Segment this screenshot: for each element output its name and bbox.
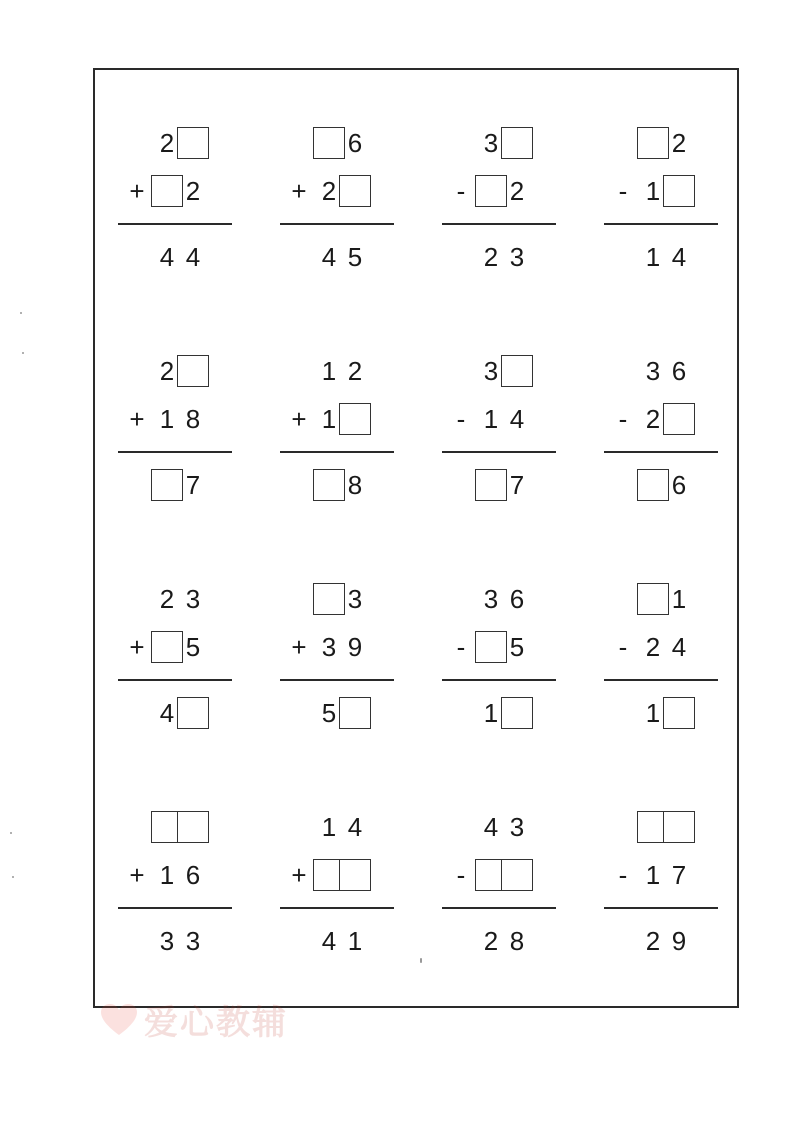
digit: 3 <box>159 926 175 956</box>
bottom-operand <box>280 634 400 660</box>
problem-13 <box>118 810 258 970</box>
sum-rule <box>280 223 394 225</box>
answer-box[interactable] <box>637 583 669 615</box>
bottom-operand <box>118 634 238 660</box>
answer-box[interactable] <box>177 811 209 843</box>
digit: 7 <box>185 470 201 500</box>
answer-box[interactable] <box>637 469 669 501</box>
scan-speck <box>10 832 12 834</box>
digit: 2 <box>483 926 499 956</box>
result <box>118 472 238 498</box>
bottom-operand <box>118 862 238 888</box>
result <box>280 700 400 726</box>
digit: 1 <box>159 404 175 434</box>
answer-box[interactable] <box>501 697 533 729</box>
bottom-operand <box>604 634 724 660</box>
top-operand <box>118 586 238 612</box>
minus-sign: - <box>456 176 466 206</box>
result <box>604 244 724 270</box>
plus-sign: + <box>291 176 307 206</box>
digit: 3 <box>483 128 499 158</box>
answer-box[interactable] <box>151 469 183 501</box>
bottom-operand <box>118 406 238 432</box>
digit: 1 <box>321 812 337 842</box>
top-operand <box>442 814 562 840</box>
scan-speck <box>22 352 24 354</box>
sum-rule <box>118 451 232 453</box>
answer-box[interactable] <box>501 859 533 891</box>
answer-box[interactable] <box>475 469 507 501</box>
problem-1 <box>118 126 258 286</box>
result <box>604 472 724 498</box>
top-operand <box>280 358 400 384</box>
sum-rule <box>442 223 556 225</box>
top-operand <box>118 814 238 840</box>
digit: 5 <box>347 242 363 272</box>
digit: 3 <box>645 356 661 386</box>
digit: 2 <box>671 128 687 158</box>
result <box>280 472 400 498</box>
plus-sign: + <box>291 860 307 890</box>
result <box>442 472 562 498</box>
digit: 4 <box>159 698 175 728</box>
answer-box[interactable] <box>177 127 209 159</box>
answer-box[interactable] <box>177 697 209 729</box>
sum-rule <box>280 451 394 453</box>
digit: 5 <box>185 632 201 662</box>
top-operand <box>280 586 400 612</box>
digit: 4 <box>159 242 175 272</box>
plus-sign: + <box>129 404 145 434</box>
result <box>118 244 238 270</box>
plus-sign: + <box>129 632 145 662</box>
answer-box[interactable] <box>339 859 371 891</box>
digit: 9 <box>671 926 687 956</box>
top-operand <box>604 814 724 840</box>
result <box>604 928 724 954</box>
answer-box[interactable] <box>475 175 507 207</box>
digit: 1 <box>321 356 337 386</box>
answer-box[interactable] <box>177 355 209 387</box>
result <box>280 928 400 954</box>
digit: 3 <box>347 584 363 614</box>
problem-4 <box>604 126 744 286</box>
digit: 3 <box>321 632 337 662</box>
minus-sign: - <box>456 860 466 890</box>
minus-sign: - <box>456 404 466 434</box>
digit: 1 <box>347 926 363 956</box>
sum-rule <box>280 679 394 681</box>
top-operand <box>280 814 400 840</box>
bottom-operand <box>442 406 562 432</box>
scan-speck <box>420 958 422 963</box>
digit: 6 <box>671 470 687 500</box>
top-operand <box>442 586 562 612</box>
plus-sign: + <box>291 404 307 434</box>
bottom-operand <box>280 862 400 888</box>
answer-box[interactable] <box>663 175 695 207</box>
digit: 6 <box>185 860 201 890</box>
digit: 1 <box>321 404 337 434</box>
answer-box[interactable] <box>151 175 183 207</box>
problem-15 <box>442 810 582 970</box>
answer-box[interactable] <box>339 175 371 207</box>
answer-box[interactable] <box>151 631 183 663</box>
digit: 3 <box>483 584 499 614</box>
watermark-text: 爱心教辅 <box>144 1003 288 1043</box>
bottom-operand <box>604 406 724 432</box>
digit: 9 <box>347 632 363 662</box>
top-operand <box>280 130 400 156</box>
top-operand <box>604 586 724 612</box>
minus-sign: - <box>618 860 628 890</box>
sum-rule <box>604 223 718 225</box>
digit: 4 <box>509 404 525 434</box>
bottom-operand <box>442 634 562 660</box>
scan-speck <box>20 312 22 314</box>
top-operand <box>118 130 238 156</box>
sum-rule <box>442 451 556 453</box>
digit: 1 <box>645 860 661 890</box>
result <box>442 700 562 726</box>
problem-6 <box>280 354 420 514</box>
digit: 1 <box>483 698 499 728</box>
sum-rule <box>118 907 232 909</box>
answer-box[interactable] <box>313 469 345 501</box>
problem-3 <box>442 126 582 286</box>
digit: 2 <box>185 176 201 206</box>
digit: 2 <box>159 356 175 386</box>
top-operand <box>604 130 724 156</box>
digit: 6 <box>509 584 525 614</box>
minus-sign: - <box>456 632 466 662</box>
sum-rule <box>442 679 556 681</box>
digit: 3 <box>185 926 201 956</box>
digit: 3 <box>483 356 499 386</box>
top-operand <box>442 358 562 384</box>
top-operand <box>442 130 562 156</box>
problem-11 <box>442 582 582 742</box>
sum-rule <box>118 223 232 225</box>
digit: 6 <box>671 356 687 386</box>
problem-5 <box>118 354 258 514</box>
problem-10 <box>280 582 420 742</box>
bottom-operand <box>280 406 400 432</box>
scan-speck <box>12 876 14 878</box>
digit: 5 <box>321 698 337 728</box>
answer-box[interactable] <box>663 811 695 843</box>
top-operand <box>604 358 724 384</box>
answer-box[interactable] <box>663 403 695 435</box>
digit: 1 <box>645 242 661 272</box>
result <box>118 700 238 726</box>
bottom-operand <box>442 862 562 888</box>
bottom-operand <box>604 178 724 204</box>
digit: 3 <box>509 812 525 842</box>
digit: 5 <box>509 632 525 662</box>
result <box>442 244 562 270</box>
bottom-operand <box>442 178 562 204</box>
digit: 2 <box>159 584 175 614</box>
digit: 2 <box>645 926 661 956</box>
sum-rule <box>604 679 718 681</box>
digit: 7 <box>509 470 525 500</box>
digit: 8 <box>347 470 363 500</box>
digit: 1 <box>483 404 499 434</box>
answer-box[interactable] <box>663 697 695 729</box>
minus-sign: - <box>618 176 628 206</box>
plus-sign: + <box>291 632 307 662</box>
heart-icon <box>100 1003 138 1037</box>
answer-box[interactable] <box>339 697 371 729</box>
problem-14 <box>280 810 420 970</box>
sum-rule <box>442 907 556 909</box>
digit: 2 <box>645 404 661 434</box>
bottom-operand <box>280 178 400 204</box>
digit: 4 <box>321 926 337 956</box>
answer-box[interactable] <box>501 355 533 387</box>
result <box>442 928 562 954</box>
answer-box[interactable] <box>637 127 669 159</box>
result <box>118 928 238 954</box>
digit: 1 <box>645 176 661 206</box>
minus-sign: - <box>618 632 628 662</box>
problem-8 <box>604 354 744 514</box>
problem-9 <box>118 582 258 742</box>
sum-rule <box>604 907 718 909</box>
digit: 4 <box>185 242 201 272</box>
result <box>280 244 400 270</box>
sum-rule <box>604 451 718 453</box>
problem-12 <box>604 582 744 742</box>
result <box>604 700 724 726</box>
digit: 4 <box>347 812 363 842</box>
answer-box[interactable] <box>475 631 507 663</box>
plus-sign: + <box>129 176 145 206</box>
bottom-operand <box>604 862 724 888</box>
digit: 2 <box>321 176 337 206</box>
digit: 4 <box>483 812 499 842</box>
answer-box[interactable] <box>313 127 345 159</box>
bottom-operand <box>118 178 238 204</box>
digit: 4 <box>321 242 337 272</box>
sum-rule <box>280 907 394 909</box>
problem-2 <box>280 126 420 286</box>
digit: 4 <box>671 632 687 662</box>
digit: 3 <box>509 242 525 272</box>
plus-sign: + <box>129 860 145 890</box>
digit: 6 <box>347 128 363 158</box>
digit: 2 <box>159 128 175 158</box>
digit: 8 <box>185 404 201 434</box>
problem-7 <box>442 354 582 514</box>
answer-box[interactable] <box>501 127 533 159</box>
digit: 3 <box>185 584 201 614</box>
top-operand <box>118 358 238 384</box>
digit: 8 <box>509 926 525 956</box>
digit: 1 <box>671 584 687 614</box>
answer-box[interactable] <box>339 403 371 435</box>
digit: 2 <box>347 356 363 386</box>
sum-rule <box>118 679 232 681</box>
minus-sign: - <box>618 404 628 434</box>
digit: 4 <box>671 242 687 272</box>
answer-box[interactable] <box>313 583 345 615</box>
digit: 1 <box>159 860 175 890</box>
digit: 2 <box>483 242 499 272</box>
digit: 7 <box>671 860 687 890</box>
digit: 1 <box>645 698 661 728</box>
watermark <box>100 995 288 1044</box>
digit: 2 <box>645 632 661 662</box>
problem-16 <box>604 810 744 970</box>
digit: 2 <box>509 176 525 206</box>
